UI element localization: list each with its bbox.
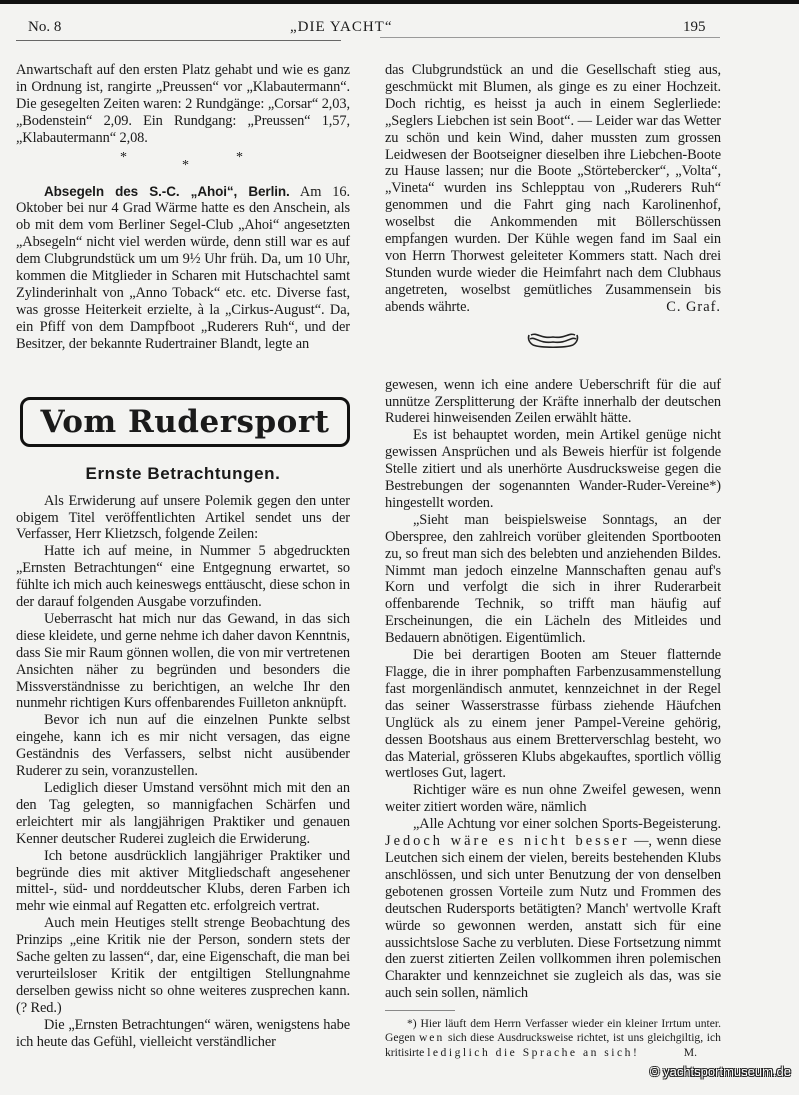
paragraph-lead: Absegeln des S.-C. „Ahoi“, Berlin. (44, 183, 290, 199)
header-rule (380, 37, 720, 38)
watermark: © yachtsportmuseum.de (649, 1063, 791, 1079)
emphasized-text: lediglich die Sprache an sich! (427, 1045, 640, 1059)
left-column (16, 62, 350, 1051)
footnote-part: sich diese Ausdrucksweise richtet, ist uns gleichgiltig, ich kritisirte (385, 1031, 721, 1059)
section-title: Vom Rudersport (40, 403, 330, 440)
paragraph: Es ist behauptet worden, mein Artikel genüge nicht gewissen Ansprüchen und als Beweis hierfür ist folgende Stelle zitiert und als unerhörte Ausdrucksweise gegen die Bestrebungen der sogenannten Wander-Ruder-Vereine*) hingestellt worden. (385, 427, 721, 511)
paragraph: Die „Ernsten Betrachtungen“ wären, wenigstens habe ich heute das Gefühl, vielleicht verständlicher (16, 1016, 350, 1050)
paragraph: Hatte ich auf meine, in Nummer 5 abgedruckten „Ernsten Betrachtungen“ eine Entgegnung erwartet, so fühlte ich mich auch keineswegs enttäuscht, diese schon in der darauf folgenden Ausgabe vorzufinden. (16, 543, 350, 611)
paragraph: Die bei derartigen Booten am Steuer flatternde Flagge, die in ihrer pomphaften Farbenzusammenstellung fast morgenländisch anmutet, kennzeichnet in der Regel das seiner Wasserstrasse fürbass ziehende Häufchen Unglück als zu einem jener Pampel-Vereine gehörig, dessen Bootshaus aus einem Bretterverschlag besteht, wo das Material, grösseren Klubs abgekauftes, sportlich völlig wertloses Gut, lagert. (385, 647, 721, 782)
magazine-title: „DIE YACHT“ (290, 19, 393, 35)
paragraph-text: das Clubgrundstück an und die Gesellschaft stieg aus, geschmückt mit Blumen, als ginge es zu einer Hochzeit. Doch richtig, es heisst ja auch in einem Seglerliede: „Seglers Liebchen ist sein Boot“. — Leider war das Wetter zu schön und kein Wind, daher mussten zum grossen Leidwesen der Bootseigner dieselben ihre Liebchen-Boote zu Hause lassen; nur die Boote „Störtebercker“, „Volta“, „Vineta“ wurden ins Schlepptau von „Ruderers Ruh“ genommen und die Fahrt ging nach Karolinenhof, woselbst die Ankommenden mit Böllerschüssen empfangen wurden. Der Kühle wegen fand im Saal ein von Herrn Thorwest geleiteter Kommers statt. Nach drei Stunden wurde wieder die Heimfahrt nach dem Clubhaus angetreten, woselbst gemütliches Zusammensein bis abends währte. (385, 62, 721, 315)
column-article-left (16, 493, 350, 1051)
header-rule (16, 40, 341, 41)
section-title-box (20, 397, 350, 447)
emphasized-text: Jedoch wäre es nicht besser (385, 833, 630, 850)
page-number: 195 (683, 19, 706, 35)
section-separator (16, 150, 350, 180)
paragraph: Bevor ich nun auf die einzelnen Punkte selbst eingehe, kann ich es mir nicht versagen, das eigne Geständnis des Verfassers, selbst nicht ausübender Ruderer zu sein, voranzustellen. (16, 712, 350, 780)
paragraph: Als Erwiderung auf unsere Polemik gegen den unter obigem Titel veröffentlichten Artikel sendet uns der Verfasser, Herr Klietzsch, folgende Zeilen: (16, 492, 350, 543)
paragraph: Ueberrascht hat mich nur das Gewand, in das sich diese kleidete, und gerne nehme ich daher davon Kenntnis, dass Sie mir Raum gönnen wollen, die von mir vertretenen Ansichten näher zu begründen und besonders die Missverständnisse zu berichtigen, an welche Ihr den nunmehr richtigen Kurs offenbarendes Fuilleton anknüpft. (16, 610, 350, 712)
paragraph: Anwartschaft auf den ersten Platz gehabt und wie es ganz in Ordnung ist, rangirte „Preussen“ vor „Klabautermann“. Die gesegelten Zeiten waren: 2 Rundgänge: „Corsar“ 2,03, „Bodenstein“ 2,09. Ein Rundgang: „Preussen“ 1,57, „Klabautermann“ 2,08. (16, 62, 350, 146)
ornament-icon (527, 331, 579, 349)
asterisk: * (182, 157, 189, 173)
article-title: Ernste Betrachtungen. (85, 463, 281, 483)
right-column (385, 62, 791, 1080)
paragraph: Auch mein Heutiges stellt strenge Beobachtung des Prinzips „eine Kritik nie der Person, sondern stets der Sache gelten zu lassen“, dar, eine Eigenschaft, die man bei verurteilsloser Kritik der entgiltigen Stellungnahme derselben gewiss nicht so ohne weiteres zusprechen kann. (? Red.) (16, 915, 350, 1016)
column-top-right (385, 62, 721, 316)
column-top-left (16, 62, 350, 147)
asterisk: * (236, 149, 243, 165)
asterisk: * (120, 149, 127, 165)
issue-number: No. 8 (28, 19, 62, 35)
emphasized-text: wen (418, 1031, 445, 1045)
scan-edge (0, 0, 799, 4)
paragraph: Richtiger wäre es nun ohne Zweifel gewesen, wenn weiter zitiert worden wäre, nämlich (385, 782, 721, 816)
footnote-rule (385, 1010, 455, 1011)
footnote-part: *) Hier läuft dem Herrn Verfasser wieder ein kleiner Irrtum unter. Gegen (385, 1017, 721, 1045)
paragraph: „Sieht man beispielsweise Sonntags, an der Oberspree, den zahlreich vorüber gleitenden Sportbooten zu, so freut man sich des belebten und anziehenden Bildes. Nimmt man jedoch einzelne Mannschaften genau auf's Korn und verfolgt die sich in ihrer Ruderarbeit offenbarende Technik, so trifft man häufig auf Erscheinungen, die ein Lächeln des Mitleides und Bedauern abnötigen. Eigentümlich. (385, 511, 721, 647)
paragraph: Ich betone ausdrücklich langjähriger Praktiker und begründe dies mit aktiver Mitgliedschaft angesehener mittel-, süd- und norddeutscher Klubs, deren Farben ich mehr wie einmal auf Regatten etc. erfolgreich vertrat. (16, 847, 350, 915)
paragraph: Lediglich dieser Umstand versöhnt mich mit den an den Tag gelegten, so mannigfachen Schärfen und erleichtert mir als langjährigen Praktiker und genauen Kenner deutscher Ruderei zugleich die Erwiderung. (16, 780, 350, 847)
paragraph-text: Am 16. Oktober bei nur 4 Grad Wärme hatte es den Anschein, als ob mit dem vom Berliner Segel-Club „Ahoi“ angesetzten „Absegeln“ nicht viel werden würde, denn still war es auf dem Clubgrundstück um um 9½ Uhr früh. Da, um 10 Uhr, kommen die Mitglieder in Scharen mit Hutschachtel samt Zylinderinhalt von „Anno Toback“ etc. etc. Diverse fast, was grosse Heiterkeit erzielte, à la „Cirkus-August“. Da, ein Pfiff von dem Dampfboot „Ruderers Ruh“, und der Besitzer, der bekannte Rudertrainer Blandt, legte an (16, 183, 350, 352)
column-top-left-2 (16, 184, 350, 353)
quote-text: „Alle Achtung vor einer solchen Sports-Begeisterung. (413, 816, 721, 833)
column-article-right (385, 377, 721, 1003)
paragraph (385, 816, 721, 1002)
footnote (385, 1017, 721, 1060)
paragraph: gewesen, wenn ich eine andere Ueberschrift für die auf unnütze Zersplitterung der Kräfte innerhalb der deutschen Ruderei hinweisenden Zeilen erwählt hätte. (385, 376, 721, 427)
paragraph (16, 184, 350, 353)
quote-text: —, wenn diese Leutchen sich einem der vielen, bereits bestehenden Klubs anschlössen, und sich unter Benutzung der von denselben gebotenen grossen Vorteile zum Nutz und Frommen des deutschen Rudersports betätigten? Manch' wertvolle Kraft würde so gewonnen werden, anstatt sich für eine aussichtslose Sache zu verbluten. Diese Fortsetzung nimmt den zuerst zitierten Zeilen vollkommen ihren polemischen Charakter und kennzeichnet sie zugleich als das, was sie auch sein sollen, nämlich (385, 833, 721, 1002)
footnote-signature: M. (683, 1045, 697, 1059)
footnote-text (385, 1017, 721, 1060)
paragraph (385, 62, 721, 316)
author-signature: C. Graf. (666, 298, 721, 315)
